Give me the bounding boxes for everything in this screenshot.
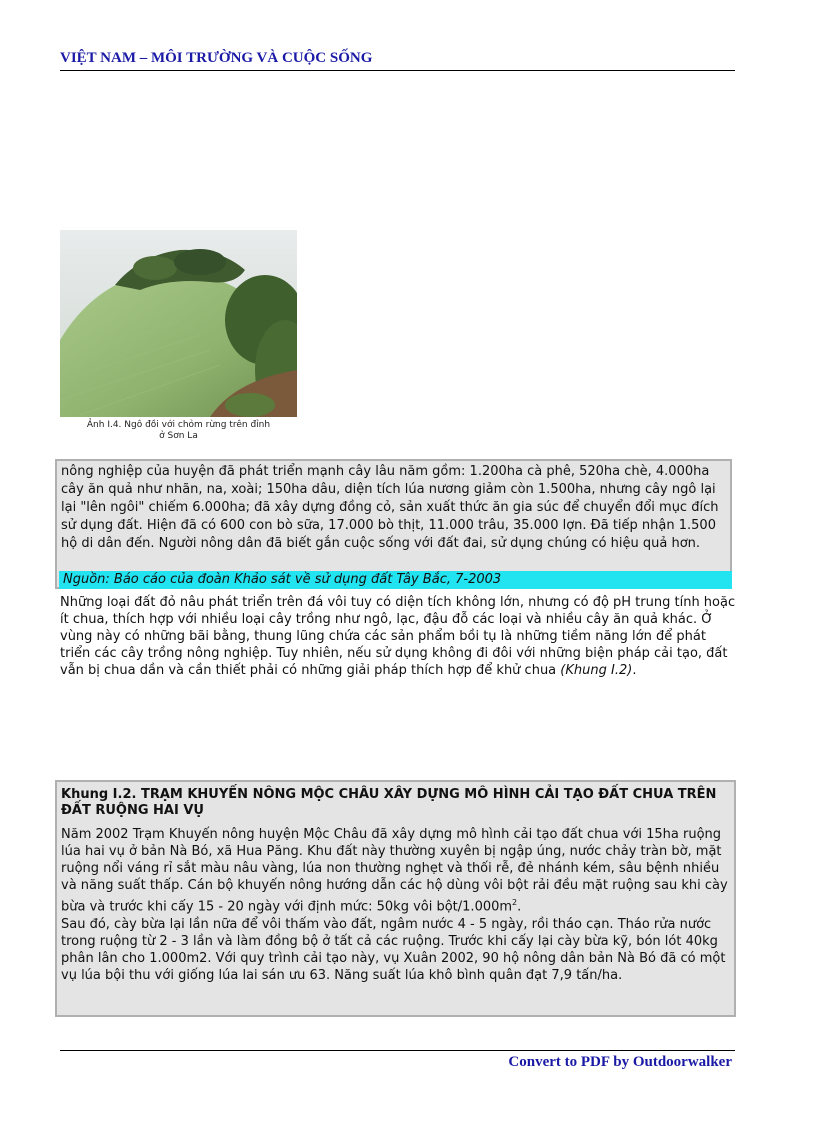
khung-paragraph-1	[61, 826, 733, 915]
body-paragraph-text: Những loại đất đỏ nâu phát triển trên đá vôi tuy có diện tích không lớn, nhưng có độ pH trung tính hoặc ít chua, thích hợp với nhiều loại cây trồng như ngô, lạc, đậu đỗ các loại và nhiều cây ăn quả khác. Ở vùng này có những bãi bằng, thung lũng chứa các sản phẩm bồi tụ là những tiềm năng lớn để phát triển các cây trồng nông nghiệp. Tuy nhiên, nếu sử dụng không đi đôi với những biện pháp cải tạo, đất vẫn bị chua dần và cần thiết phải có những giải pháp thích hợp để khử chua	[60, 595, 736, 678]
photo-caption	[60, 420, 297, 442]
photo-caption-line2: ở Sơn La	[159, 431, 198, 441]
info-box	[55, 459, 732, 589]
hill-photo-illustration	[60, 230, 297, 417]
khung-box	[55, 780, 736, 1017]
khung-paragraph-1-text: Năm 2002 Trạm Khuyến nông huyện Mộc Châu đã xây dựng mô hình cải tạo đất chua với 15ha ruộng lúa hai vụ ở bản Nà Bó, xã Hua Păng. Khu đất này thường xuyên bị ngập úng, nước chảy tràn bờ, mặt ruộng nổi váng rỉ sắt màu nâu vàng, lúa non thường nghẹt và thối rễ, đẻ nhánh kém, sâu bệnh nhiều và năng suất thấp. Cán bộ khuyến nông hướng dẫn các hộ dùng vôi bột rải đều mặt ruộng sau khi cày bừa và trước khi cấy 15 - 20 ngày với định mức: 50kg vôi bột/1.000m	[61, 827, 728, 915]
footer-rule	[60, 1050, 735, 1051]
khung-paragraph-1-end: .	[517, 899, 522, 915]
page-header	[60, 50, 735, 71]
body-paragraph-end: .	[632, 663, 637, 678]
khung-paragraph-2: Sau đó, cày bừa lại lần nữa để vôi thấm vào đất, ngâm nước 4 - 5 ngày, rồi tháo cạn. Tháo rửa nước trong ruộng từ 2 - 3 lần và làm đồng bộ ở tất cả các ruộng. Trước khi cấy lại cày bừa kỹ, bón lót 40kg phân lân cho 1.000m2. Với quy trình cải tạo này, vụ Xuân 2002, 90 hộ nông dân bản Nà Bó đã có một vụ lúa bội thu với giống lúa lai sán ưu 63. Năng suất lúa khô bình quân đạt 7,9 tấn/ha.	[61, 917, 726, 983]
body-paragraph	[60, 594, 740, 679]
hill-photo	[60, 230, 297, 417]
header-title: VIỆT NAM – MÔI TRƯỜNG VÀ CUỘC SỐNG	[60, 50, 373, 66]
khung-title: Khung I.2. TRẠM KHUYẾN NÔNG MỘC CHÂU XÂY DỰNG MÔ HÌNH CẢI TẠO ĐẤT CHUA TRÊN ĐẤT RUỘNG HAI VỤ	[61, 787, 717, 818]
photo-caption-line1: Ảnh I.4. Ngô đồi với chỏm rừng trên đỉnh	[86, 420, 271, 430]
source-text: Nguồn: Báo cáo của đoàn Khảo sát về sử dụng đất Tây Bắc, 7-2003	[63, 572, 502, 587]
info-box-text: nông nghiệp của huyện đã phát triển mạnh cây lâu năm gồm: 1.200ha cà phê, 520ha chè, 4.000ha cây ăn quả như nhãn, na, xoài; 150ha dâu, diện tích lúa nương giảm còn 1.500ha, nhưng cây ngô lại lại "lên ngôi" chiếm 6.000ha; đã xây dựng đồng cỏ, sản xuất thức ăn gia súc để chuyển đổi mục đích sử dụng đất. Hiện đã có 600 con bò sữa, 17.000 bò thịt, 11.000 trâu, 35.000 lợn. Đã tiếp nhận 1.500 hộ di dân đến. Người nông dân đã biết gắn cuộc sống với đất đai, sử dụng chúng có hiệu quả hơn.	[61, 464, 719, 551]
superscript: 2	[512, 898, 518, 907]
khung-reference: (Khung I.2)	[560, 663, 633, 678]
footer-credit: Convert to PDF by Outdoorwalker	[508, 1054, 732, 1070]
source-bar	[59, 571, 732, 589]
